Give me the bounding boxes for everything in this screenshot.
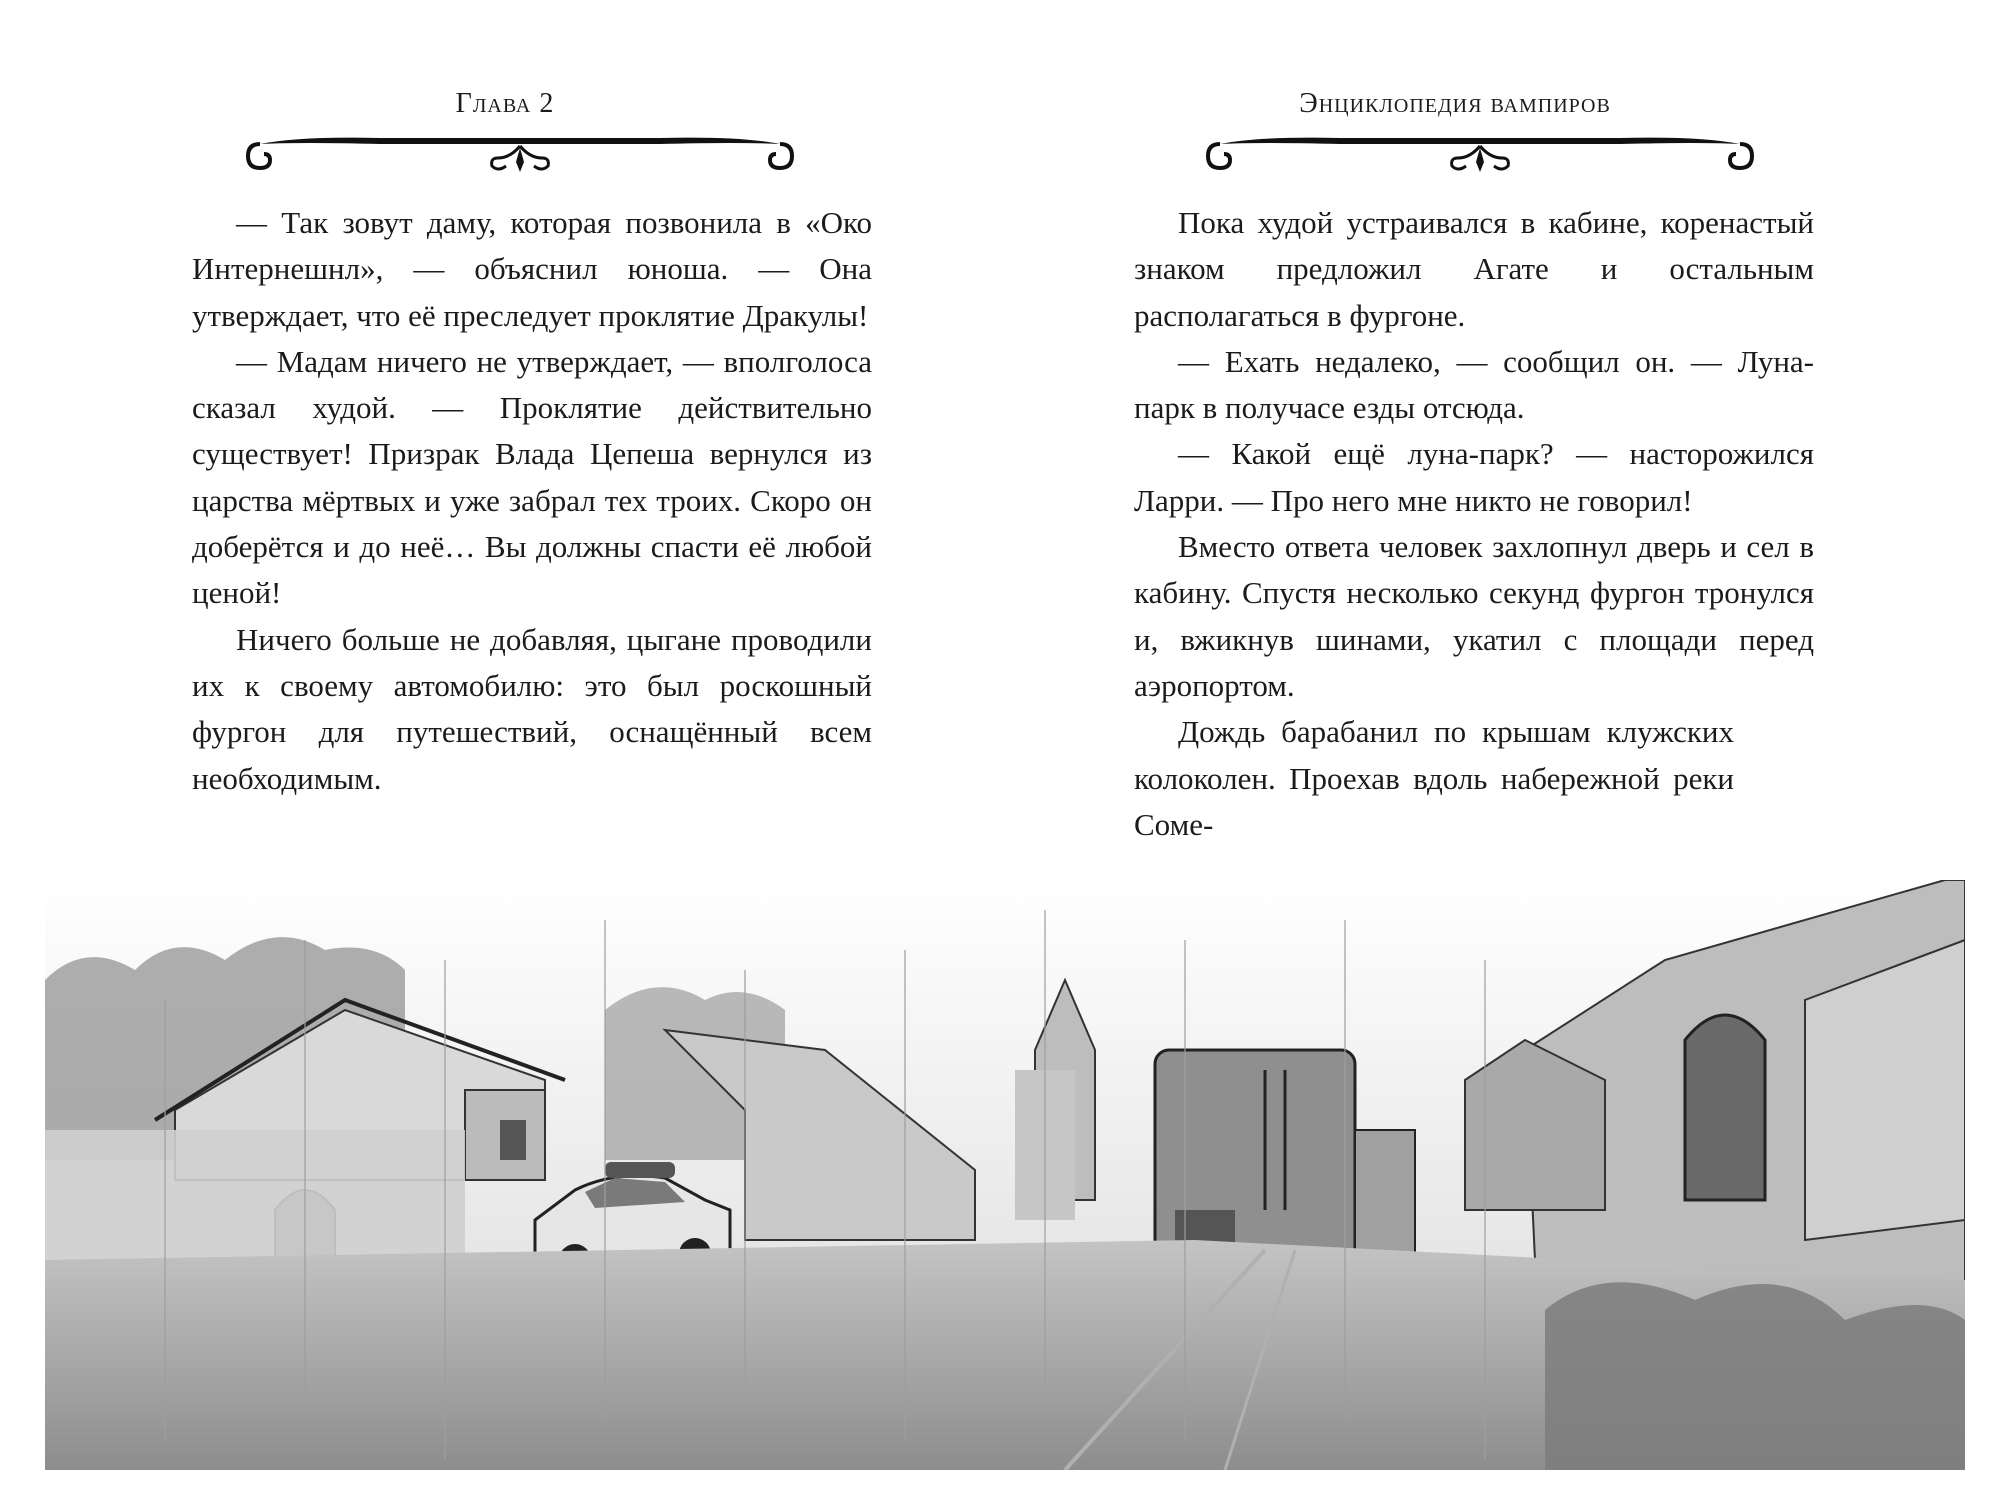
paragraph: — Ехать недалеко, — сообщил он. — Луна-парк в получасе езды отсюда. <box>1134 343 1814 426</box>
paragraph: — Так зовут даму, которая позвонила в «Око Интернешнл», — объяснил юноша. — Она утверждает, что её преследует проклятие Дракулы! <box>192 205 872 333</box>
header-ornament-right <box>1200 122 1760 178</box>
running-head-left: Глава 2 <box>455 88 555 119</box>
paragraph: Вместо ответа человек захлопнул дверь и сел в кабину. Спустя несколько секунд фургон тронулся и, вжикнув шинами, укатил с площади перед аэропортом. <box>1134 529 1814 703</box>
header-ornament-left <box>240 122 800 178</box>
running-head-right: Энциклопедия вампиров <box>1299 88 1611 119</box>
paragraph: — Какой ещё луна-парк? — насторожился Ларри. — Про него мне никто не говорил! <box>1134 436 1814 518</box>
paragraph: Пока худой устраивался в кабине, коренастый знаком предложил Агате и остальным располагаться в фургоне. <box>1134 205 1814 333</box>
left-page-text <box>192 200 872 802</box>
right-page-text <box>1134 200 1814 848</box>
street-illustration <box>45 880 1965 1470</box>
paragraph: Дождь барабанил по крышам клужских колоколен. Проехав вдоль набережной реки Соме- <box>1134 714 1734 842</box>
paragraph: — Мадам ничего не утверждает, — вполголоса сказал худой. — Проклятие действительно существует! Призрак Влада Цепеша вернулся из царства мёртвых и уже забрал тех троих. Скоро он доберётся и до неё… Вы должны спасти её любой ценой! <box>192 343 872 611</box>
paragraph: Ничего больше не добавляя, цыгане проводили их к своему автомобилю: это был роскошный фургон для путешествий, оснащённый всем необходимым. <box>192 621 872 796</box>
